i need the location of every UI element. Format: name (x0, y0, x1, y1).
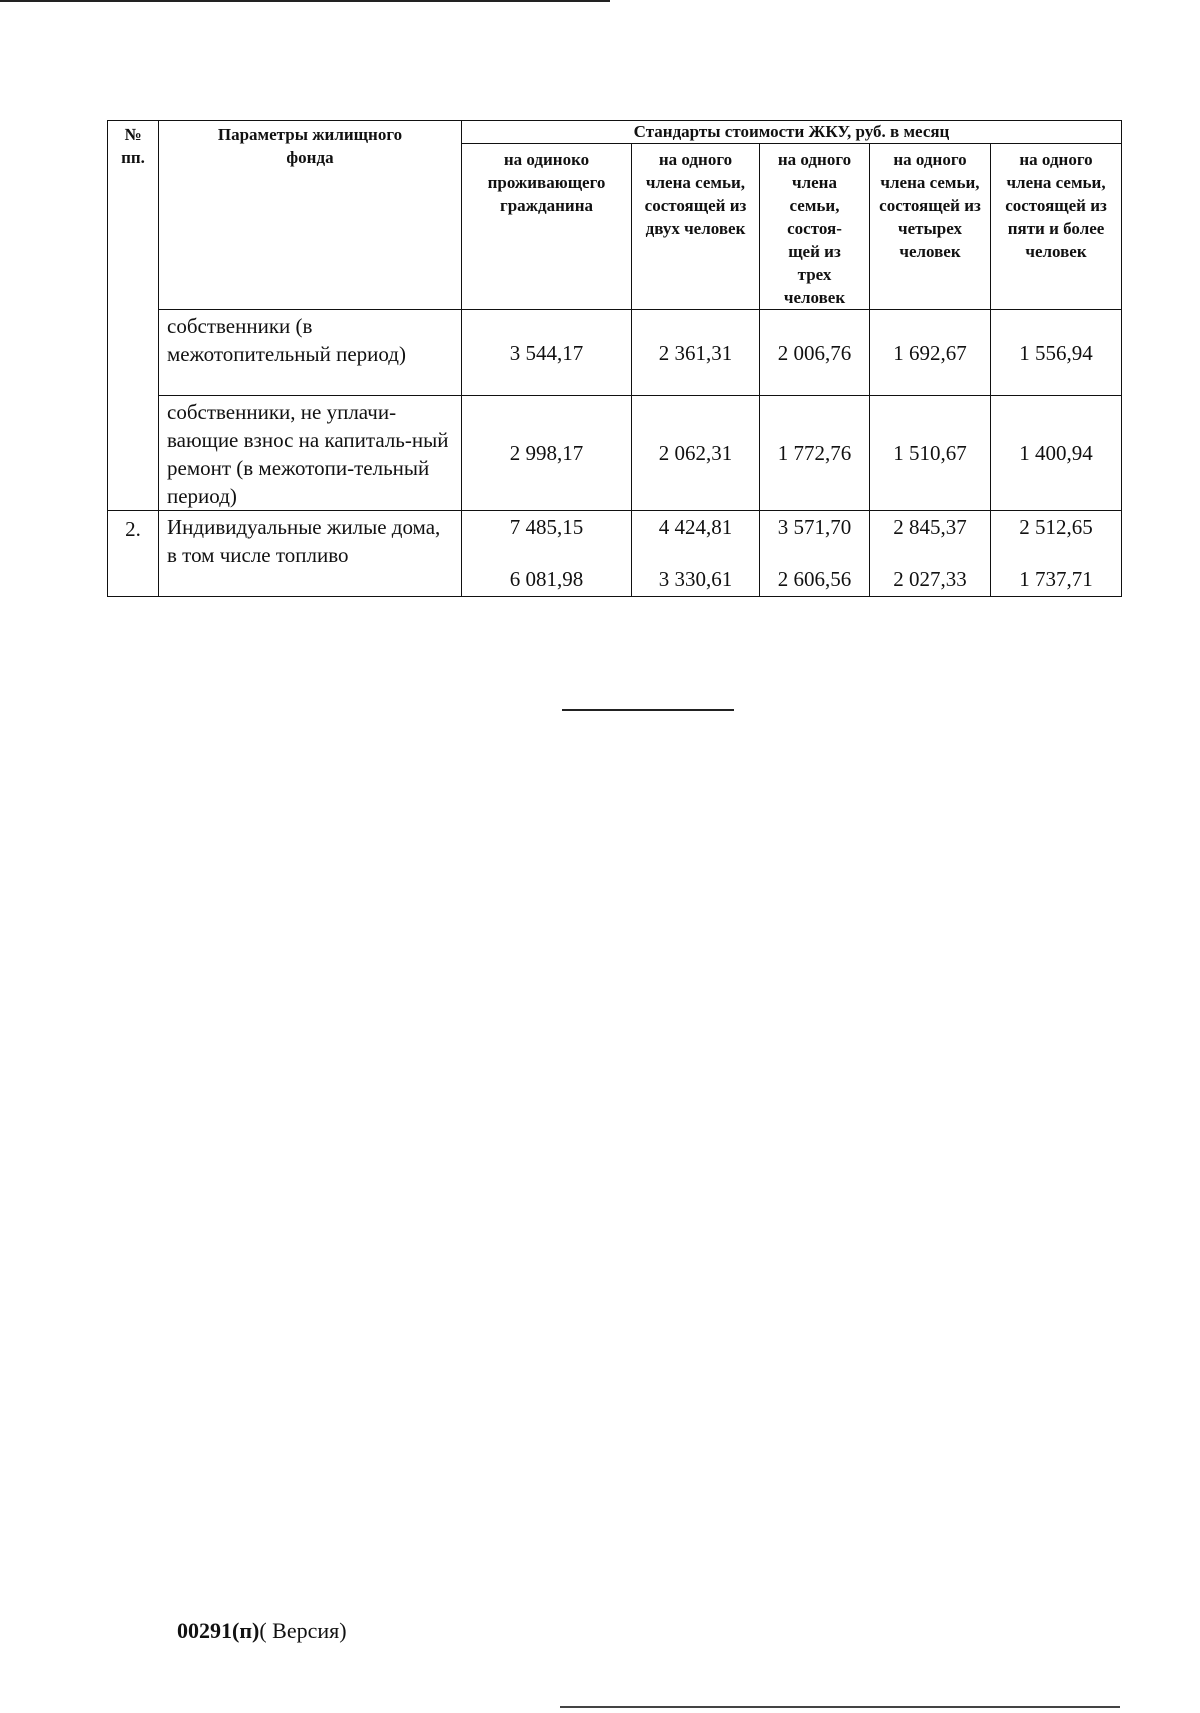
row-number-cell (108, 396, 159, 511)
header-col-five (991, 144, 1122, 310)
document-footer (177, 1617, 347, 1645)
row-parameter-cell (159, 511, 462, 597)
value-cell (632, 511, 760, 597)
value-five: 2 512,65 (1019, 515, 1093, 539)
header-col-four (870, 144, 991, 310)
document-code: 00291(п) (177, 1618, 260, 1643)
subvalue-five: 1 737,71 (1019, 567, 1093, 591)
value-four: 2 845,37 (893, 515, 967, 539)
value-cell (760, 511, 870, 597)
value-five: 1 556,94 (1019, 340, 1093, 365)
header-col-single (462, 144, 632, 310)
value-cell (462, 511, 632, 597)
subvalue-three: 2 606,56 (777, 567, 852, 591)
value-cell (632, 396, 760, 511)
row-subparameter: в том числе топливо (167, 543, 349, 567)
header-number (108, 121, 159, 310)
value-cell (870, 310, 991, 396)
value-single: 2 998,17 (509, 441, 584, 465)
row-parameter-cell (159, 396, 462, 511)
header-col-four-label: на одного члена семьи, состоящей из четырех человек (879, 150, 981, 261)
subvalue-two: 3 330,61 (658, 567, 733, 591)
subvalue-single: 6 081,98 (509, 567, 584, 591)
header-col-two (632, 144, 760, 310)
row-parameter-cell (159, 310, 462, 396)
row-number-cell (108, 310, 159, 396)
row-number-cell (108, 511, 159, 597)
row-parameter: собственники, не уплачи-вающие взнос на капиталь-ный ремонт (в межотопи-тельный период) (167, 400, 449, 508)
value-cell (991, 396, 1122, 511)
header-parameters-label: Параметры жилищного фонда (217, 125, 403, 167)
value-two: 4 424,81 (658, 515, 733, 539)
value-two: 2 062,31 (658, 441, 733, 465)
value-three: 2 006,76 (777, 340, 852, 365)
header-col-two-label: на одного члена семьи, состоящей из двух человек (644, 150, 747, 238)
header-parameters (159, 121, 462, 310)
table-row (108, 511, 1122, 597)
header-col-single-label: на одиноко проживающего гражданина (487, 150, 606, 215)
table-row (108, 396, 1122, 511)
subvalue-four: 2 027,33 (893, 567, 967, 591)
end-divider-line (562, 709, 734, 711)
header-standards-group-label: Стандарты стоимости ЖКУ, руб. в месяц (633, 122, 950, 141)
header-standards-group (462, 121, 1122, 144)
value-cell (991, 310, 1122, 396)
document-version: ( Версия) (259, 1618, 347, 1643)
table-header-row-1 (108, 121, 1122, 144)
value-cell (462, 310, 632, 396)
value-single: 7 485,15 (509, 515, 584, 539)
value-cell (870, 511, 991, 597)
value-single: 3 544,17 (509, 340, 584, 365)
header-number-label: № пп. (121, 125, 145, 167)
value-four: 1 692,67 (893, 340, 967, 365)
value-four: 1 510,67 (893, 441, 967, 465)
value-cell (870, 396, 991, 511)
value-two: 2 361,31 (658, 340, 733, 365)
bottom-scan-edge-line (560, 1706, 1120, 1708)
value-cell (991, 511, 1122, 597)
value-five: 1 400,94 (1019, 441, 1093, 465)
header-col-five-label: на одного члена семьи, состоящей из пяти и более человек (1005, 150, 1107, 261)
value-three: 1 772,76 (777, 441, 852, 465)
value-three: 3 571,70 (777, 515, 852, 539)
row-parameter: собственники (в межотопительный период) (167, 314, 406, 366)
header-col-three-label: на одного члена семьи, состоя-щей из трех человек (777, 150, 852, 307)
row-parameter: Индивидуальные жилые дома, (167, 515, 441, 539)
housing-cost-standards-table (107, 120, 1122, 597)
top-scan-edge-line (0, 0, 610, 2)
table-row (108, 310, 1122, 396)
value-cell (760, 310, 870, 396)
value-cell (760, 396, 870, 511)
header-col-three (760, 144, 870, 310)
row-number: 2. (125, 517, 141, 541)
value-cell (632, 310, 760, 396)
value-cell (462, 396, 632, 511)
